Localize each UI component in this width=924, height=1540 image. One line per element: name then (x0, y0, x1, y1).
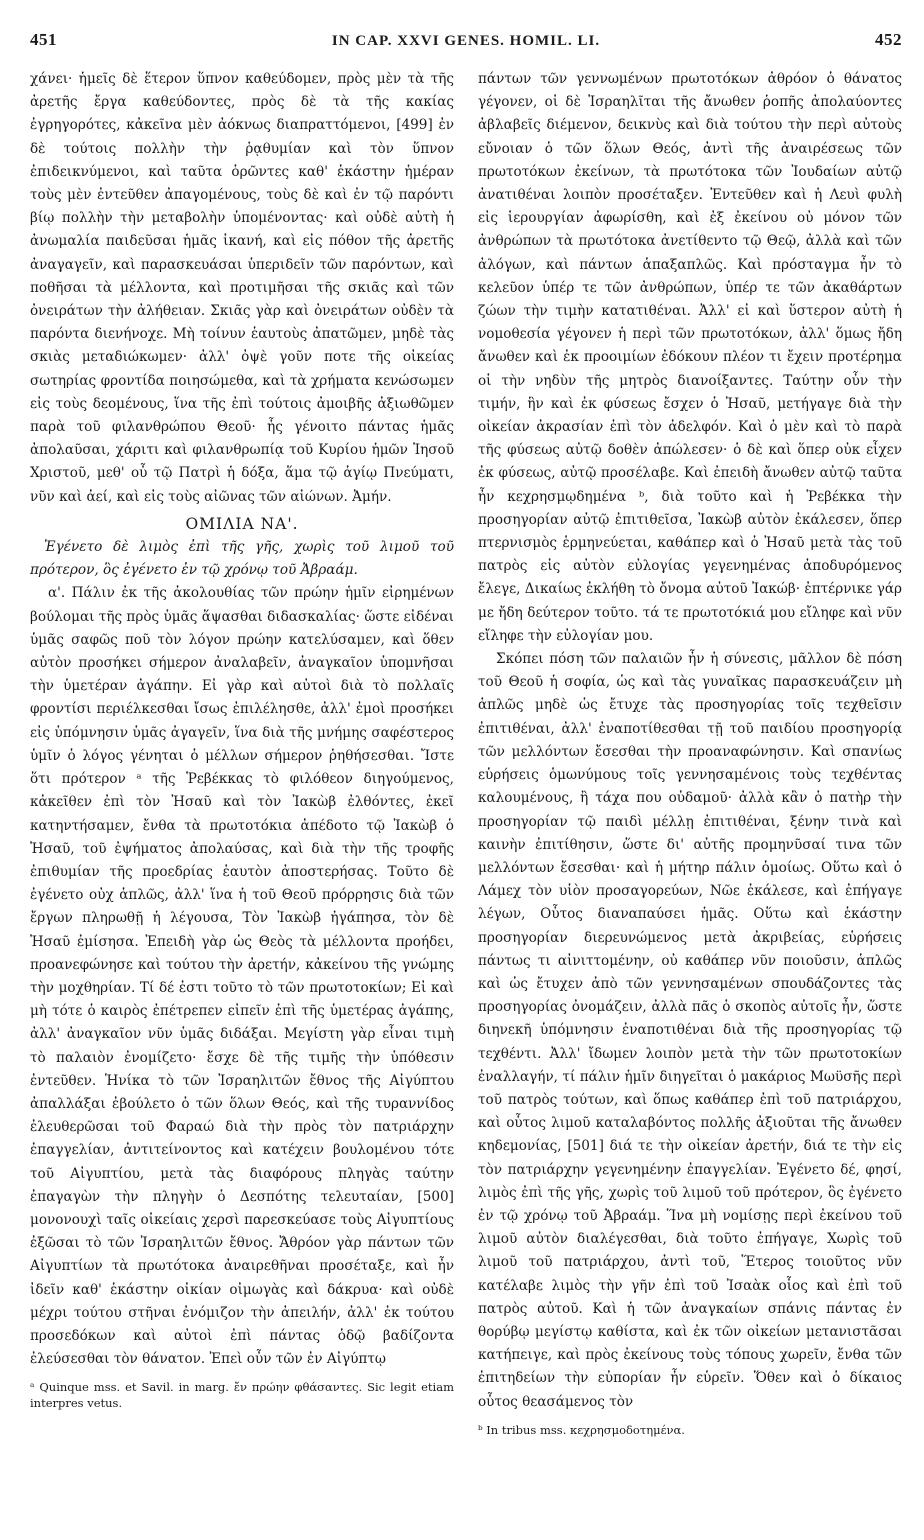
left-column (30, 68, 454, 1438)
left-paragraph-2: α'. Πάλιν ἐκ τῆς ἀκολουθίας τῶν πρώην ἡμῖν εἰρημένων βούλομαι τῆς πρὸς ὑμᾶς ἅψασθαι διδασκαλίας· ὥστε εἰδέναι ὑμᾶς σαφῶς ποῦ τὸν λόγον πρώην κατελύσαμεν, καὶ ὅθεν αὐτὸν προσήκει σήμερον ἀναλαβεῖν, ἀναγκαῖον ὑπομνῆσαι τὴν ὑμετέραν ἀγάπην. Εἰ γὰρ καὶ αὐτοὶ διὰ τὸ πολλαῖς φροντίσι περιέλκεσθαι ἴσως ἐπιλέλησθε, ἀλλ' ἐμοὶ προσήκει εἰς ὑπόμνησιν ὑμᾶς ἀγαγεῖν, ἵνα διὰ τῆς μνήμης σαφέστερος ὑμῖν ὁ λόγος γένηται ὁ μέλλων σήμερον ῥηθήσεσθαι. Ἴστε ὅτι πρότερον ᵃ τῆς Ῥεβέκκας τὸ φιλόθεον διηγούμενος, κἀκεῖθεν ἐπὶ τὸν Ἠσαῦ καὶ τὸν Ἰακὼβ ἐλθόντες, ἐκεῖ κατηντήσαμεν, ἔνθα τὰ πρωτοτόκια ἀπέδοτο τῷ Ἰακὼβ ὁ Ἠσαῦ, τοῦ ἐψήματος ἀπολαύσας, καὶ διὰ τὴν τῆς τροφῆς ἐπιθυμίαν τῆς προεδρίας ἑαυτὸν ἀποστερήσας. Τοῦτο δὲ ἐγένετο οὐχ ἁπλῶς, ἀλλ' ἵνα ἡ τοῦ Θεοῦ πρόρρησις διὰ τῶν ἔργων πληρωθῇ ἡ λέγουσα, Τὸν Ἰακὼβ ἠγάπησα, τὸν δὲ Ἠσαῦ ἐμίσησα. Ἐπειδὴ γὰρ ὡς Θεὸς τὰ μέλλοντα προήδει, προανεφώνησε καὶ τούτου τὴν ἀρετήν, κἀκείνου τῆς γνώμης τὴν μοχθηρίαν. Τί δέ ἐστι τοῦτο τὸ τῶν πρωτοτοκίων; Εἰ καὶ μὴ τότε ὁ καιρὸς ἐπέτρεπεν εἰπεῖν ἐπὶ τῆς ὑμετέρας ἀγάπης, ἀλλ' ἀναγκαῖον νῦν ὑμᾶς διδάξαι. Μεγίστη γὰρ εἶναι τιμὴ τὸ παλαιὸν ἐνομίζετο· ἔσχε δὲ τῆς τιμῆς τὴν ὑπόθεσιν ἐντεῦθεν. Ἡνίκα τὸ τῶν Ἰσραηλιτῶν ἔθνος τῆς Αἰγύπτου ἀπαλλάξαι ἐβούλετο ὁ τῶν ὅλων Θεός, καὶ τῆς τυραννίδος ἐλευθερῶσαι τοῦ Φαραώ διὰ τὴν πρὸς τὸν πατριάρχην ἐπαγγελίαν, ἀντιτείνοντος καὶ κατέχειν βουλομένου τότε τοῦ Αἰγυπτίου, μετὰ τὰς διαφόρους πληγὰς ταύτην ἐπαγαγὼν τὴν πληγὴν ὁ Δεσπότης τελευταίαν, [500] μονονουχὶ ταῖς οἰκείαις χερσὶ παρεσκεύασε τοὺς Αἰγυπτίους ἐξῶσαι τὸ τῶν Ἰσραηλιτῶν ἔθνος. Ἄθρόον γὰρ πάντων τῶν Αἰγυπτίων τὰ πρωτότοκα ἀναιρεθῆναι προσέταξε, καὶ ἦν ἰδεῖν καθ' ἑκάστην οἰκίαν οἰμωγὰς καὶ δάκρυα· καὶ οὐδὲ μέχρι τούτου στῆναι ἐνόμιζον τὴν ἀπειλήν, ἀλλ' ἐκ τούτου προσεδόκων καὶ αὐτοὶ ἐπὶ πάντας ὁδῷ βαδίζοντα ἐλεύσεσθαι τὸν θάνατον. Ἐπεὶ οὖν τῶν ἐν Αἰγύπτῳ (30, 585, 454, 1368)
right-paragraph-2: Σκόπει πόση τῶν παλαιῶν ἦν ἡ σύνεσις, μᾶλλον δὲ πόση τοῦ Θεοῦ ἡ σοφία, ὡς καὶ τὰς γυναῖκας παρασκευάζειν μὴ ἁπλῶς μηδὲ ὡς ἔτυχε τὰς προσηγορίας τοῖς τεχθεῖσιν ἐπιτιθέναι, ἀλλ' ἐναποτίθεσθαι τῇ τοῦ παιδίου προσηγορίᾳ τῶν μελλόντων ἔσεσθαι τὴν προαναφώνησιν. Καὶ σπανίως εὑρήσεις ὁμωνύμους τοῖς γεννησαμένοις τοὺς τεχθέντας καλουμένους, ἢ τάχα που οὐδαμοῦ· ἀλλὰ κἂν ὁ πατὴρ τὴν προσηγορίαν τῷ παιδὶ μέλλῃ ἐπιτιθέναι, ξένην τινὰ καὶ καινὴν ἐπιτίθησιν, ὥστε δι' αὐτῆς προμηνῦσαί τινα τῶν μελλόντων ἔσεσθαι· καὶ ἡ μήτηρ πάλιν ὁμοίως. Οὕτω καὶ ὁ Λάμεχ τὸν υἱὸν προσαγορεύων, Νῶε ἐκάλεσε, καὶ ἐπήγαγε λέγων, Οὗτος διαναπαύσει ἡμᾶς. Οὕτω καὶ ἑκάστην προσηγορίαν διερευνώμενος μετὰ ἀκριβείας, εὑρήσεις πάντως τι αἰνιττομένην, οὐ καθάπερ νῦν ποιοῦσιν, ἁπλῶς καὶ ὡς ἔτυχεν ἀπὸ τῶν γεννησαμένων σπουδάζοντες τὰς προσηγορίας ὀνομάζειν, ἀλλὰ πᾶς ὁ σκοπὸς αὐτοῖς ἦν, ὥστε διηνεκῆ ὑπόμνησιν ἐναποτιθέναι διὰ τῆς προσηγορίας τῷ τεχθέντι. Ἀλλ' ἴδωμεν λοιπὸν μετὰ τὴν τῶν πρωτοτοκίων ἐναλλαγήν, τί πάλιν ἡμῖν διηγεῖται ὁ μακάριος Μωϋσῆς περὶ τοῦ πατρὸς τούτων, καὶ ὅπως καθάπερ ἐπὶ τοῦ πατριάρχου, καὶ οὗτος λιμοῦ καταλαβόντος πολλῆς ἀξιοῦται τῆς ἄνωθεν κηδεμονίας, [501] διά τε τὴν οἰκείαν ἀρετήν, διά τε τὴν εἰς τὸν πατριάρχην γεγενημένην ἐπαγγελίαν. Ἐγένετο δέ, φησί, λιμὸς ἐπὶ τῆς γῆς, χωρὶς τοῦ λιμοῦ τοῦ πρότερον, ὃς ἐγένετο ἐν τῷ χρόνῳ τοῦ Ἀβραάμ. Ἵνα μὴ νομίσῃς περὶ ἐκείνου τοῦ λιμοῦ αὐτὸν διαλέγεσθαι, διὰ τοῦτο ἐπήγαγε, Χωρὶς τοῦ λιμοῦ τοῦ πατριάρχου, ἀντὶ τοῦ, Ἕτερος τοιοῦτος νῦν κατέλαβε λιμὸς τὴν γῆν ἐπὶ τοῦ Ἰσαὰκ οἷος καὶ ἐπὶ τοῦ πατρὸς αὐτοῦ. Καὶ ἡ τῶν ἀναγκαίων σπάνις πάντας ἐν θορύβῳ μεγίστῳ καθίστα, καὶ ἐκ τῶν οἰκείων μετανιστᾶσαι κατήπειγε, καὶ πρὸς ἐκείνους τοὺς τόπους χωρεῖν, ἔνθα τῶν ἐπιτηδείων τὴν εὐπορίαν ἦν εὑρεῖν. Ὅθεν καὶ ὁ δίκαιος οὗτος θεασάμενος τὸν (478, 651, 902, 1410)
running-title: IN CAP. XXVI GENES. HOMIL. LI. (331, 33, 601, 49)
homily-lemma: Ἐγένετο δὲ λιμὸς ἐπὶ τῆς γῆς, χωρὶς τοῦ λιμοῦ τοῦ πρότερον, ὃς ἐγένετο ἐν τῷ χρόνῳ τοῦ Ἀβραάμ. (30, 539, 454, 579)
left-paragraph-1: χάνει· ἡμεῖς δὲ ἕτερον ὕπνον καθεύδομεν, πρὸς μὲν τὰ τῆς ἀρετῆς ἔργα καθεύδοντες, πρὸς δὲ τὰ τῆς κακίας ἐγρηγορότες, κἀκεῖνα μὲν ἀόκνως διαπραττόμενοι, [499] ἐν δὲ τούτοις πολλὴν τὴν ῥᾳθυμίαν καὶ τὸν ὕπνον ἐπιδεικνύμενοι, καὶ ταῦτα ὁρῶντες καθ' ἑκάστην ἡμέραν τοὺς μὲν ἐντεῦθεν ἀπαγομένους, τοὺς δὲ καὶ ἐν τῷ παρόντι βίῳ πολλὴν τὴν μεταβολὴν ὑπομένοντας· καὶ οὐδὲ αὐτὴ ἡ ἀνωμαλία παιδεῦσαι ἡμᾶς ἱκανή, καὶ εἰς πόθον τῆς ἀρετῆς ἀναγαγεῖν, καὶ παρασκευάσαι ὑπεριδεῖν τῶν παρόντων, καὶ ποθῆσαι τὰ μέλλοντα, καὶ προτιμῆσαι τῆς σκιᾶς καὶ τῶν ὀνειράτων τὴν ἀλήθειαν. Σκιᾶς γὰρ καὶ ὀνειράτων οὐδὲν τὰ παρόντα διενήνοχε. Μὴ τοίνυν ἑαυτοὺς ἀπατῶμεν, μηδὲ τὰς σκιὰς μεταδιώκωμεν· ἀλλ' ὀψὲ γοῦν ποτε τῆς οἰκείας σωτηρίας φροντίδα ποιησώμεθα, καὶ τὰ χρήματα κενώσωμεν εἰς τοὺς δεομένους, ἵνα τῆς ἐπὶ τούτοις ἀμοιβῆς ἀξιωθῶμεν παρὰ τοῦ φιλανθρώπου Θεοῦ· ἧς γένοιτο πάντας ἡμᾶς ἀπολαῦσαι, χάριτι καὶ φιλανθρωπίᾳ τοῦ Κυρίου ἡμῶν Ἰησοῦ Χριστοῦ, μεθ' οὗ τῷ Πατρὶ ἡ δόξα, ἅμα τῷ ἁγίῳ Πνεύματι, νῦν καὶ ἀεί, καὶ εἰς τοὺς αἰῶνας τῶν αἰώνων. Ἀμήν. (30, 71, 454, 505)
homily-title: ΟΜΙΛΙΑ ΝΑ'. (185, 514, 299, 533)
footnote-b: ᵇ In tribus mss. κεχρησμοδοτημένα. (478, 1422, 685, 1437)
right-paragraph-1: πάντων τῶν γεννωμένων πρωτοτόκων ἀθρόον ὁ θάνατος γέγονεν, οἱ δὲ Ἰσραηλῖται τῆς ἄνωθεν ῥοπῆς ἀπολαύοντες ἀβλαβεῖς διέμενον, δεικνὺς καὶ διὰ τούτου τὴν περὶ αὐτοὺς εὔνοιαν ὁ τῶν ὅλων Θεός, ἀντὶ τῆς ἀναιρέσεως τῶν πρωτοτόκων ἐκείνων, τὰ πρωτότοκα τῶν Ἰουδαίων αὐτῷ ἀνατιθέναι λοιπὸν προσέταξεν. Ἐντεῦθεν καὶ ἡ Λευὶ φυλὴ εἰς ἱερουργίαν ἀφωρίσθη, καὶ ἐξ ἐκείνου οὐ μόνον τῶν ἀνθρώπων τὰ πρωτότοκα ἀνετίθεντο τῷ Θεῷ, ἀλλὰ καὶ τῶν ἀλόγων, καὶ πάντων ἁπαξαπλῶς. Καὶ πρόσταγμα ἦν τὸ κελεῦον ὑπέρ τε τῶν ἀνθρώπων, ὑπέρ τε τῶν ἀκαθάρτων ζώων τὴν τιμὴν κατατιθέναι. Ἀλλ' εἰ καὶ ὕστερον αὐτὴ ἡ νομοθεσία γέγονεν ἡ περὶ τῶν πρωτοτόκων, ἀλλ' ὅμως ἤδη ἄνωθεν καὶ ἐκ προοιμίων ἐδόκουν πλέον τι ἔχειν προτέρημα οἱ τὴν νηδὺν τῆς μητρὸς διανοίξαντες. Ταύτην οὖν τὴν τιμήν, ἣν καὶ ἐκ φύσεως ἔσχεν ὁ Ἠσαῦ, μετήγαγε διὰ τὴν οἰκείαν ἀκρασίαν ἐπὶ τὸν ἀδελφόν. Καὶ ὁ μὲν καὶ τὸ παρὰ τῆς φύσεως αὐτῷ δοθὲν ἀπώλεσεν· ὁ δὲ καὶ ὅπερ οὐκ εἶχεν ἐκ φύσεως, αὐτῷ προσέλαβε. Καὶ ἐπειδὴ ἄνωθεν αὐτῷ ταῦτα ἦν κεχρησμῳδημένα ᵇ, διὰ τοῦτο καὶ ἡ Ῥεβέκκα τὴν προσηγορίαν αὐτῷ ἐπιτιθεῖσα, Ἰακὼβ αὐτὸν ἐκάλεσεν, ὅπερ πτερνισμὸς ἑρμηνεύεται, καθάπερ καὶ ὁ Ἠσαῦ μετὰ τὰς τοῦ πατρὸς εἰς αὐτὸν εὐλογίας γεγενημένας ἀποδυρόμενος ἔλεγε, Δικαίως ἐκλήθη τὸ ὄνομα αὐτοῦ Ἰακώβ· ἐπτέρνικε γάρ με ἤδη δεύτερον τοῦτο. τά τε πρωτοτόκιά μου εἴληφε καὶ νῦν εἴληφε τὴν εὐλογίαν μου. (478, 71, 902, 644)
running-header (30, 30, 902, 58)
footnote-a: ᵃ Quinque mss. et Savil. in marg. ἔν πρώην φθάσαντες. Sic legit etiam interpres vetus. (30, 1380, 454, 1411)
right-page-number: 452 (875, 30, 902, 49)
left-footnotes (30, 1379, 454, 1411)
text-columns (30, 68, 902, 1438)
right-column (478, 68, 902, 1438)
left-page-number: 451 (30, 30, 57, 49)
right-footnotes (478, 1422, 902, 1438)
